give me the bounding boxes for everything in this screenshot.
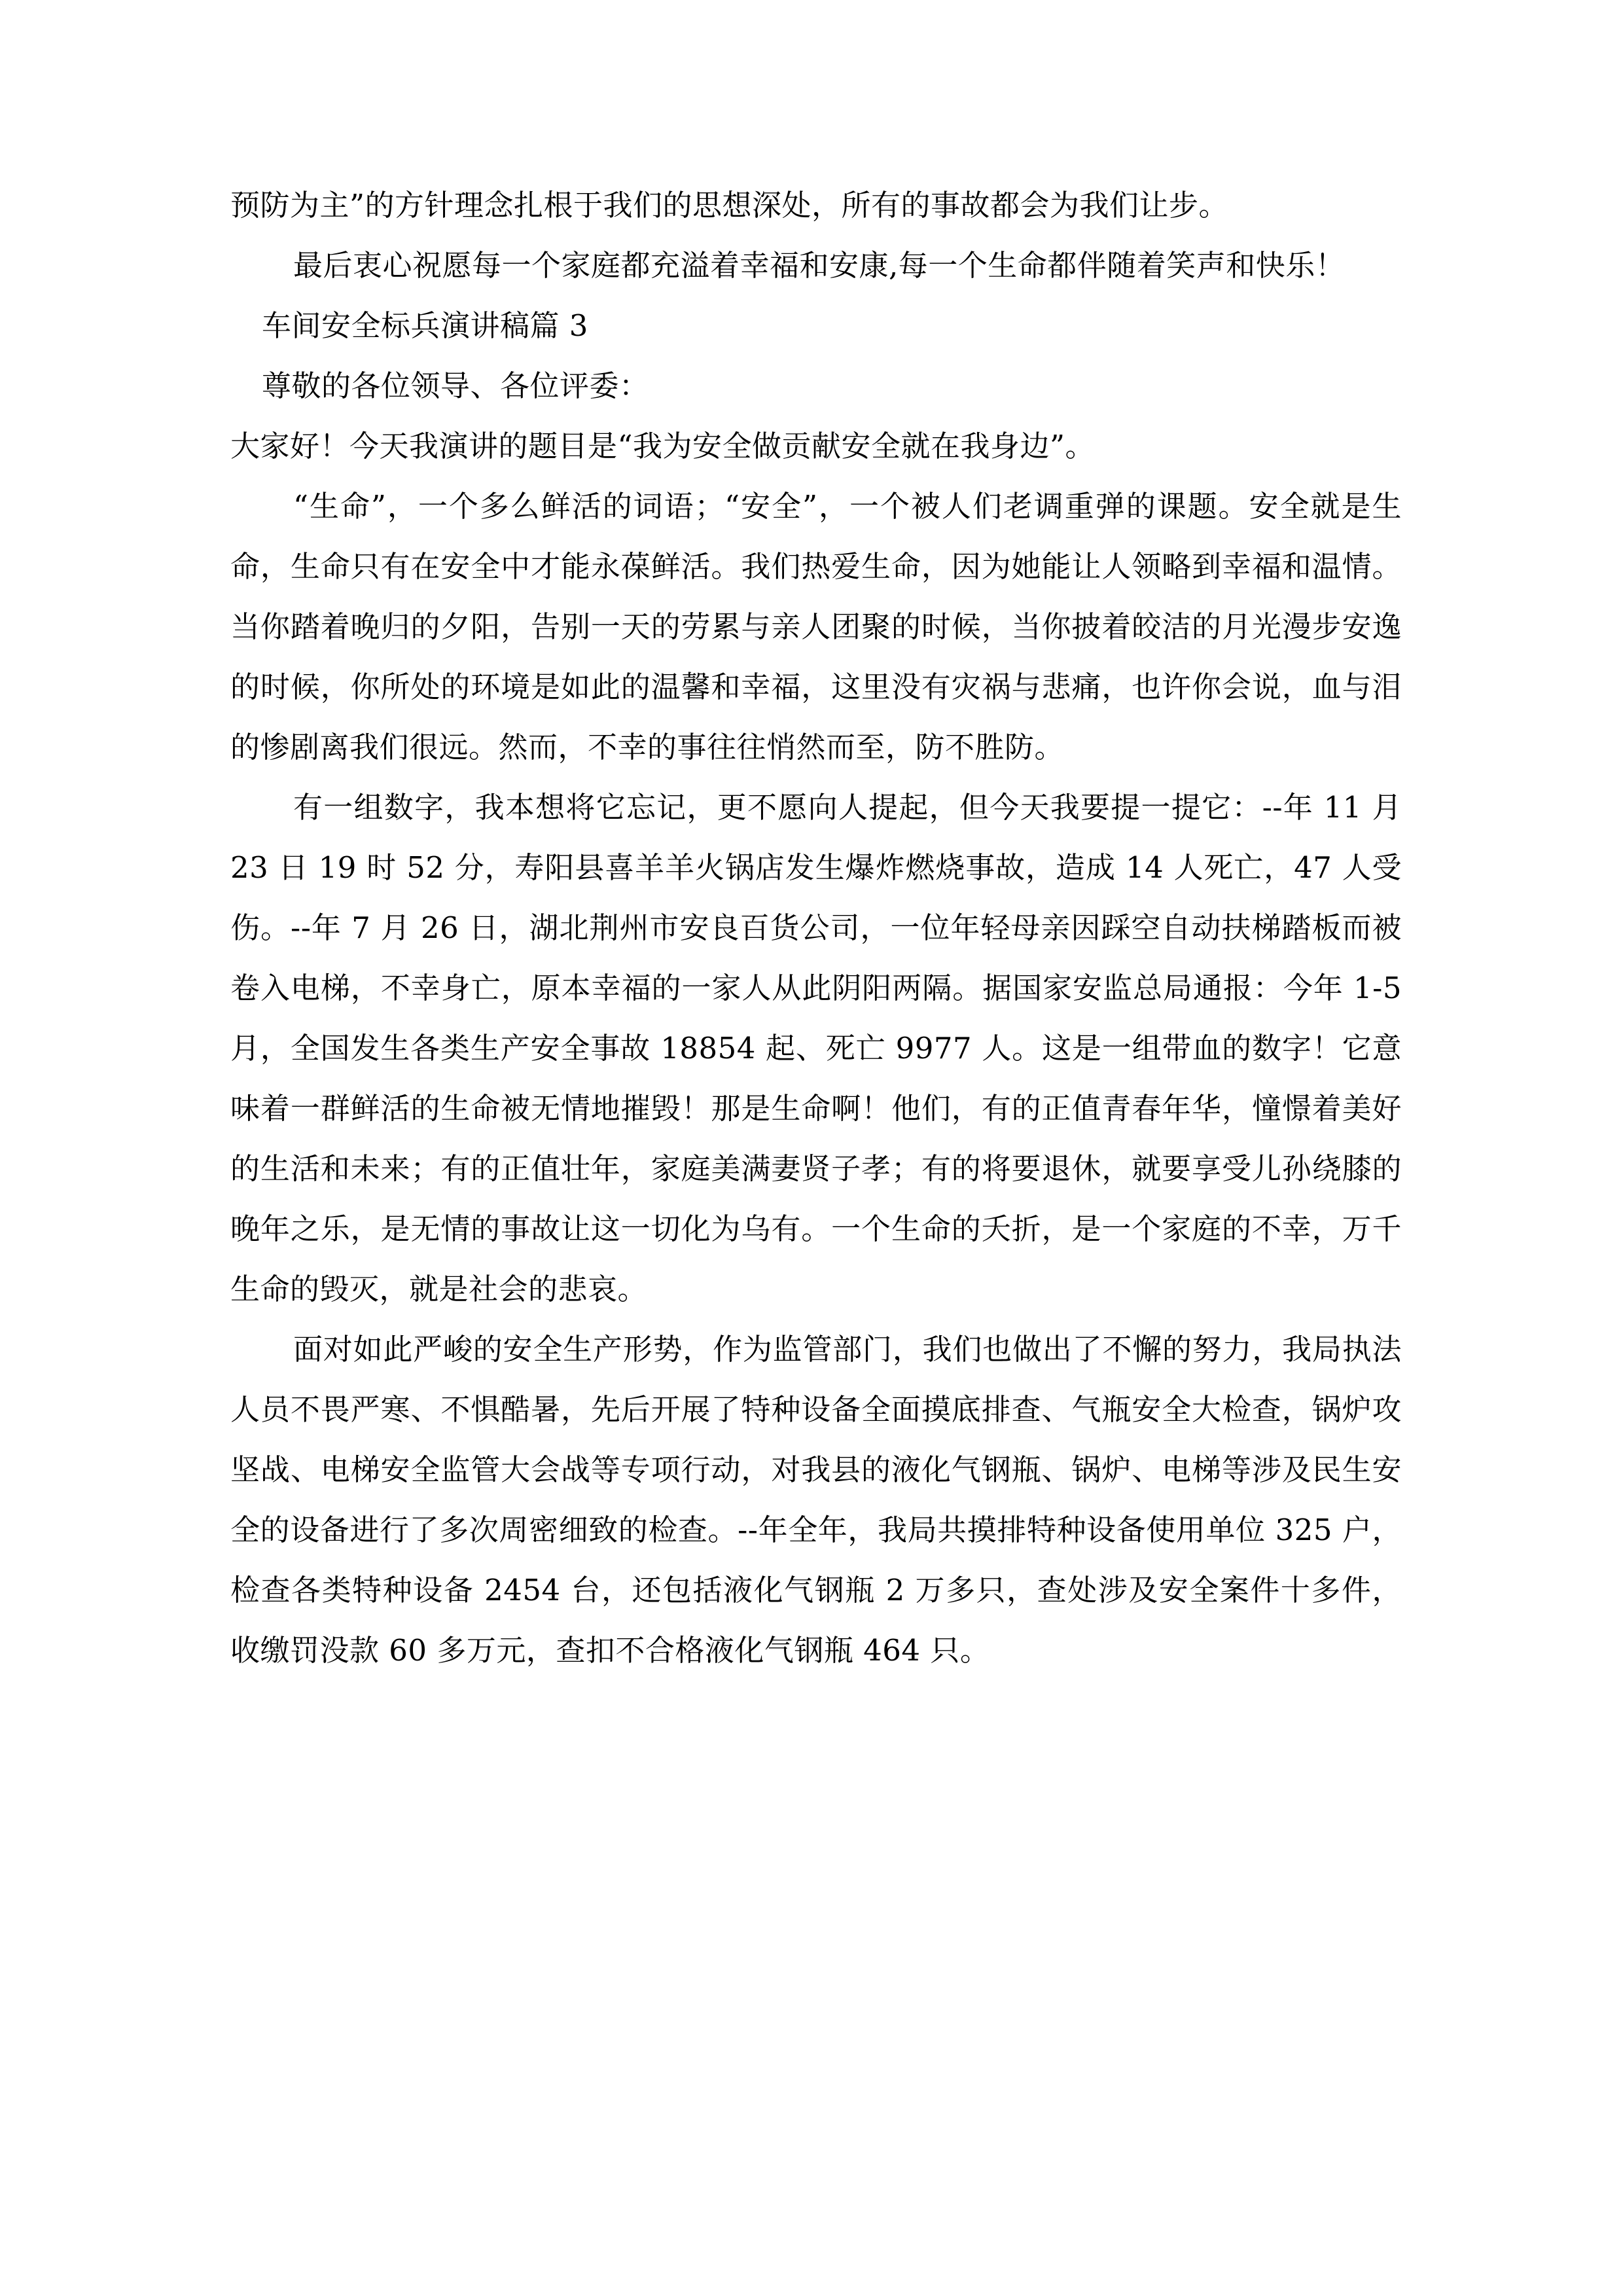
- section-heading: 车间安全标兵演讲稿篇 3: [262, 308, 588, 343]
- document-body: [230, 175, 1402, 1681]
- paragraph-continuation: 预防为主”的方针理念扎根于我们的思想深处，所有的事故都会为我们让步。: [230, 188, 1229, 223]
- paragraph-closing-wish: 最后衷心祝愿每一个家庭都充溢着幸福和安康,每一个生命都伴随着笑声和快乐！: [293, 248, 1346, 283]
- paragraph-statistics: 有一组数字，我本想将它忘记，更不愿向人提起，但今天我要提一提它：--年 11 月 23 日 19 时 52 分，寿阳县喜羊羊火锅店发生爆炸燃烧事故，造成 14 人死亡，47 人受伤。--年 7 月 26 日，湖北荆州市安良百货公司，一位年轻母亲因踩空自动扶梯踏板而被卷入电梯，不幸身亡，原本幸福的一家人从此阴阳两隔。据国家安监总局通报：今年 1-5 月，全国发生各类生产安全事故 18854 起、死亡 9977 人。这是一组带血的数字！它意味着一群鲜活的生命被无情地摧毁！那是生命啊！他们，有的正值青春年华，憧憬着美好的生活和未来；有的正值壮年，家庭美满妻贤子孝；有的将要退休，就要享受儿孙绕膝的晚年之乐，是无情的事故让这一切化为乌有。一个生命的夭折，是一个家庭的不幸，万千生命的毁灭，就是社会的悲哀。: [230, 790, 1402, 1306]
- paragraph-life-safety: “生命”，一个多么鲜活的词语；“安全”，一个被人们老调重弹的课题。安全就是生命，生命只有在安全中才能永葆鲜活。我们热爱生命，因为她能让人领略到幸福和温情。当你踏着晚归的夕阳，告别一天的劳累与亲人团聚的时候，当你披着皎洁的月光漫步安逸的时候，你所处的环境是如此的温馨和幸福，这里没有灾祸与悲痛，也许你会说，血与泪的惨剧离我们很远。然而，不幸的事往往悄然而至，防不胜防。: [230, 489, 1402, 764]
- paragraph-salutation: 尊敬的各位领导、各位评委：: [262, 368, 649, 403]
- paragraph-greeting: 大家好！今天我演讲的题目是“我为安全做贡献安全就在我身边”。: [230, 429, 1096, 463]
- paragraph-enforcement: 面对如此严峻的安全生产形势，作为监管部门，我们也做出了不懈的努力，我局执法人员不畏严寒、不惧酷暑，先后开展了特种设备全面摸底排查、气瓶安全大检查，锅炉攻坚战、电梯安全监管大会战等专项行动，对我县的液化气钢瓶、锅炉、电梯等涉及民生安全的设备进行了多次周密细致的检查。--年全年，我局共摸排特种设备使用单位 325 户，检查各类特种设备 2454 台，还包括液化气钢瓶 2 万多只，查处涉及安全案件十多件，收缴罚没款 60 多万元，查扣不合格液化气钢瓶 464 只。: [230, 1332, 1402, 1668]
